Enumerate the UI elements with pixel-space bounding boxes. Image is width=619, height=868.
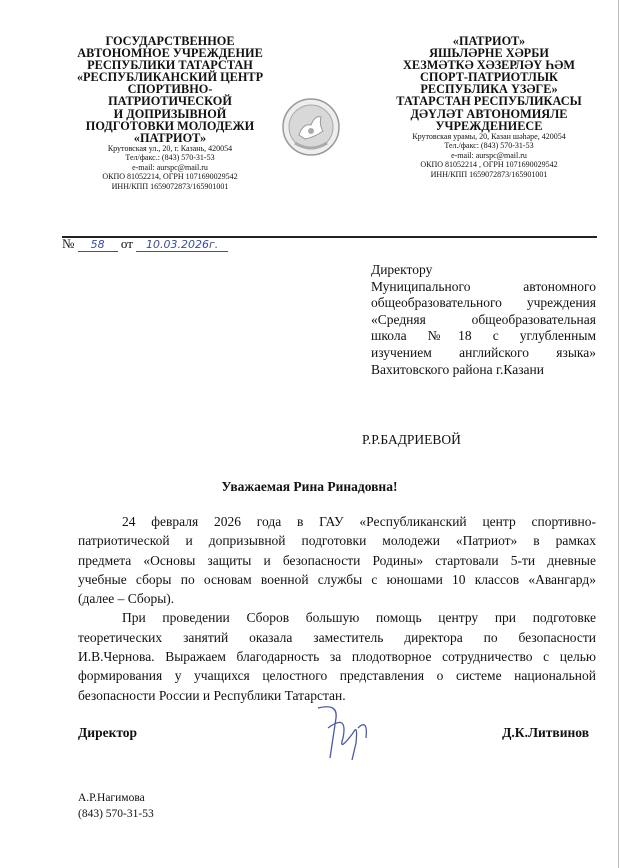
signatory-title: Директор xyxy=(78,725,138,740)
contact-line: Тел./факс: (843) 570-31-53 xyxy=(444,141,534,151)
recipient-line: общеобразовательного учреждения xyxy=(371,295,596,311)
contact-line: e-mail: aurspc@mail.ru xyxy=(132,162,208,172)
contact-line: ОКПО 81052214 , ОГРН 1071690029542 xyxy=(420,160,558,170)
header-line: ДӘҮЛӘТ АВТОНОМИЯЛЕ xyxy=(410,106,568,121)
header-line: И ДОПРИЗЫВНОЙ xyxy=(113,106,227,121)
date-label: от xyxy=(120,236,133,251)
tatarstan-emblem-icon xyxy=(281,97,341,157)
letter-body xyxy=(78,512,596,705)
paragraph xyxy=(78,608,596,704)
recipient-line: Директору xyxy=(371,262,433,277)
recipient-line: Муниципального автономного xyxy=(371,278,596,294)
contact-line: ИНН/КПП 1659072873/165901001 xyxy=(430,169,548,179)
header-line: ПАТРИОТИЧЕСКОЙ xyxy=(108,94,232,109)
body-line: 24 февраля 2026 года в ГАУ «Республиканский центр спортивно- xyxy=(122,514,596,529)
header-left-contacts xyxy=(62,144,278,192)
body-line: предмета «Основы защиты и безопасности Родины» стартовали 5-ти дневные xyxy=(78,552,596,568)
greeting: Уважаемая Рина Ринадовна! xyxy=(221,479,398,494)
body-line: И.В.Чернова. Выражаем благодарность за плодотворное сотрудничество с целью xyxy=(78,649,596,665)
number-label: № xyxy=(62,236,75,251)
recipient-line: школа №18 с углубленным xyxy=(371,328,596,344)
document-date: 10.03.2026г. xyxy=(136,238,228,252)
executor-info xyxy=(78,790,154,822)
header-line: АВТОНОМНОЕ УЧРЕЖДЕНИЕ xyxy=(77,46,263,61)
header-line: ХЕЗМӘТКӘ ХӘЗЕРЛӘҮ ҺӘМ xyxy=(403,58,575,73)
recipient-line: Вахитовского района г.Казани xyxy=(371,361,544,377)
header-line: «ПАТРИОТ» xyxy=(452,34,526,48)
contact-line: Крутовская урамы, 20, Казан шәһәре, 420054 xyxy=(412,131,566,141)
header-line: РЕСПУБЛИКИ ТАТАРСТАН xyxy=(87,58,253,73)
signatory-name: Д.К.Литвинов xyxy=(502,725,589,740)
header-line: РЕСПУБЛИКА ҮЗӘГЕ» xyxy=(420,82,558,97)
recipient-line: изучением английского языка» xyxy=(371,344,596,360)
body-line: При проведении Сборов большую помощь центру при подготовке xyxy=(122,610,596,626)
body-line: (далее – Сборы). xyxy=(78,591,175,607)
executor-phone: (843) 570-31-53 xyxy=(78,808,154,820)
document-number: 58 xyxy=(78,238,118,252)
header-line: «РЕСПУБЛИКАНСКИЙ ЦЕНТР xyxy=(76,70,264,85)
contact-line: Крутовская ул., 20, г. Казань, 420054 xyxy=(107,143,233,153)
header-line: ТАТАРСТАН РЕСПУБЛИКАСЫ xyxy=(396,94,582,109)
header-right xyxy=(378,35,600,179)
header-line: СПОРТ-ПАТРИОТЛЫК xyxy=(420,70,558,85)
reference-line xyxy=(62,236,228,252)
recipient-block xyxy=(371,262,596,378)
header-line: СПОРТИВНО- xyxy=(127,82,213,97)
body-line: формирования у учащихся целостного представления о системе национальной xyxy=(78,668,596,684)
contact-line: Тел/факс.: (843) 570-31-53 xyxy=(125,153,215,163)
header-line: ЯШЬЛӘРНЕ ХӘРБИ xyxy=(429,46,549,61)
body-line: учебные сборы по основам военной службы с юношами 10 классов «Авангард» xyxy=(78,571,596,587)
contact-line: ИНН/КПП 1659072873/165901001 xyxy=(111,181,229,191)
header-line: «ПАТРИОТ» xyxy=(133,130,207,145)
header-right-contacts xyxy=(378,132,600,180)
contact-line: ОКПО 81052214, ОГРН 1071690029542 xyxy=(102,172,238,182)
header-line: ГОСУДАРСТВЕННОЕ xyxy=(105,34,235,48)
header-left xyxy=(62,35,278,191)
body-line: теоретических занятий оказала заместитель директора по безопасности xyxy=(78,629,596,645)
addressee: Р.Р.БАДРИЕВОЙ xyxy=(362,432,461,447)
recipient-line: «Средняя общеобразовательная xyxy=(371,311,596,327)
header-line: ПОДГОТОВКИ МОЛОДЕЖИ xyxy=(85,118,255,133)
signature-icon xyxy=(308,698,378,768)
executor-name: А.Р.Нагимова xyxy=(78,792,145,804)
header-line: УЧРЕЖДЕНИЕСЕ xyxy=(435,118,543,133)
body-line: патриотической и допризывной подготовки молодежи «Патриот» в рамках xyxy=(78,533,596,549)
paragraph xyxy=(78,512,596,608)
body-line: безопасности России и Республики Татарстан. xyxy=(78,687,346,703)
contact-line: e-mail: aurspc@mail.ru xyxy=(451,150,527,160)
